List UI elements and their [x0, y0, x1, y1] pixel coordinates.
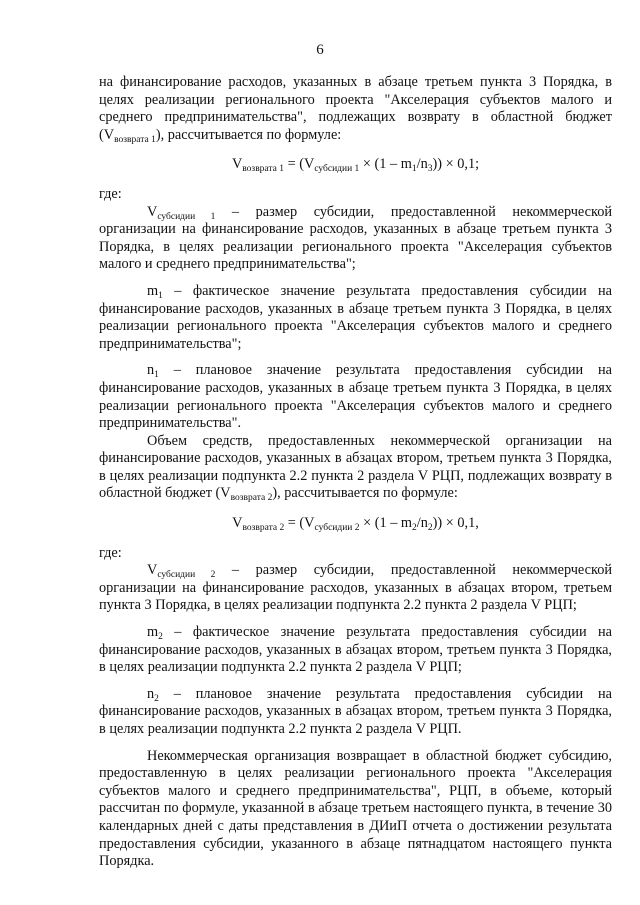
- formula-part: V: [231, 156, 243, 173]
- formula-part: × (1 – m: [359, 156, 412, 173]
- formula-part: = (V: [284, 156, 315, 173]
- text-segment: ), рассчитывается по формуле:: [272, 485, 458, 502]
- text-segment: ), рассчитывается по формуле:: [155, 126, 342, 143]
- where-label-2: где:: [99, 544, 122, 561]
- formula-part: V: [232, 515, 243, 532]
- subscript: 2: [427, 523, 433, 534]
- page-number: 6: [316, 42, 324, 58]
- subscript: возврата 2: [242, 523, 285, 534]
- where-label-1: где:: [99, 185, 122, 202]
- subscript: 1: [154, 370, 159, 381]
- definition-m2: [99, 624, 612, 677]
- formula-part: = (V: [284, 515, 315, 532]
- definition-v-subsidy-1: [99, 204, 612, 274]
- definition-text: – размер субсидии, предоставленной некоммерческой организации на финансирование расходов, указанных в абзацах втором, третьем пункта 3 Порядка, в целях реализации подпункта 2.2 пункта 2 раздела V РЦП;: [99, 562, 612, 614]
- subscript: 2: [158, 632, 163, 643]
- variable: V: [147, 562, 158, 579]
- subscript: субсидии 1: [314, 164, 360, 175]
- formula-part: × (1 – m: [359, 515, 413, 532]
- definition-v-subsidy-2: [99, 562, 612, 615]
- formula-part: )) × 0,1,: [432, 515, 479, 532]
- definition-text: – фактическое значение результата предоставления субсидии на финансирование расходов, указанных в абзацах втором, третьем пункта 3 Порядка, в целях реализации подпункта 2.2 пункта 2 раздела V РЦП;: [99, 624, 612, 676]
- subscript: возврата 1: [114, 134, 156, 145]
- formula-part: )) × 0,1;: [432, 156, 480, 173]
- variable: n: [147, 362, 155, 379]
- text-segment: на финансирование расходов, указанных в абзаце третьем пункта 3 Порядка, в целях реализации регионального проекта "Акселерация субъектов малого и среднего предпринимательства", подлежащих возврату в областной бюджет (V: [99, 74, 612, 143]
- subscript: субсидии 2: [157, 570, 216, 581]
- definition-text: – плановое значение результата предоставления субсидии на финансирование расходов, указанных в абзаце третьем пункта 3 Порядка, в целях реализации регионального проекта "Акселерация субъектов малого и среднего предпринимательства".: [99, 362, 612, 432]
- text-segment: Объем средств, предоставленных некоммерческой организации на финансирование расходов, указанных в абзацах втором, третьем пункта 3 Порядка, в целях реализации подпункта 2.2 пункта 2 раздела V РЦП, подлежащих возврату в областной бюджет (V: [99, 432, 612, 502]
- formula-2: [99, 515, 612, 533]
- formula-1: [99, 156, 612, 174]
- subscript: возврата 2: [230, 493, 273, 504]
- subscript: 1: [158, 290, 163, 301]
- subscript: субсидии 2: [314, 523, 360, 534]
- intro-paragraph: [99, 74, 612, 144]
- refund-volume-paragraph: [99, 433, 612, 503]
- formula-part: /n: [416, 156, 428, 173]
- subscript: возврата 1: [242, 164, 285, 175]
- definition-text: – плановое значение результата предоставления субсидии на финансирование расходов, указанных в абзацах втором, третьем пункта 3 Порядка, в целях реализации подпункта 2.2 пункта 2 раздела V РЦП.: [99, 685, 612, 737]
- variable: m: [147, 624, 159, 641]
- definition-text: – размер субсидии, предоставленной некоммерческой организации на финансирование расходов, указанных в абзаце третьем пункта 3 Порядка, в целях реализации регионального проекта "Акселерация субъектов малого и среднего предпринимательства";: [99, 203, 612, 273]
- variable: n: [147, 685, 155, 702]
- subscript: 2: [154, 693, 159, 704]
- definition-n2: [99, 686, 612, 739]
- definition-n1: [99, 362, 612, 432]
- variable: V: [147, 203, 158, 220]
- subscript: 1: [411, 164, 417, 175]
- refund-procedure-paragraph: Некоммерческая организация возвращает в областной бюджет субсидию, предоставленную в целях реализации регионального проекта "Акселерация субъектов малого и среднего предпринимательства", РЦП, в объеме, который рассчитан по формуле, указанной в абзаце третьем настоящего пункта, в течение 30 календарных дней с даты представления в ДИиП отчета о достижении результата предоставления субсидии, указанного в абзаце пятнадцатом настоящего пункта Порядка.: [99, 747, 612, 870]
- subscript: 2: [412, 523, 417, 534]
- subscript: субсидии 1: [157, 211, 216, 222]
- formula-part: /n: [416, 515, 428, 532]
- document-body: [99, 74, 612, 871]
- definition-text: – фактическое значение результата предоставления субсидии на финансирование расходов, указанных в абзаце третьем пункта 3 Порядка, в целях реализации регионального проекта "Акселерация субъектов малого и среднего предпринимательства";: [99, 282, 612, 352]
- definition-m1: [99, 283, 612, 353]
- subscript: 3: [427, 164, 433, 175]
- variable: m: [147, 282, 159, 299]
